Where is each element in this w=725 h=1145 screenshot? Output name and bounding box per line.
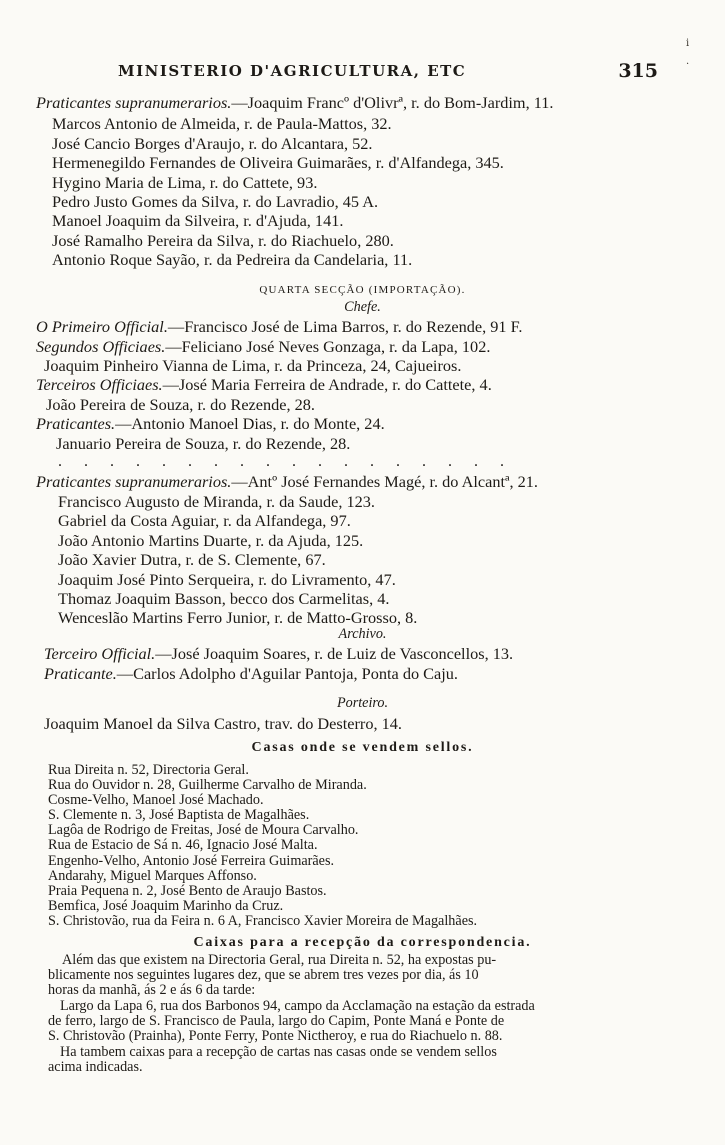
entry-line: João Antonio Martins Duarte, r. da Ajuda, 125.: [58, 531, 364, 550]
role-label: Praticantes.: [36, 414, 116, 433]
list-item: Cosme-Velho, Manoel José Machado.: [48, 792, 264, 808]
entry-line: Hygino Maria de Lima, r. do Cattete, 93.: [52, 173, 318, 192]
paragraph-line: blicamente nos seguintes lugares dez, que se abrem tres vezes por dia, ás 10: [48, 967, 479, 983]
list-item: S. Clemente n. 3, José Baptista de Magalhães.: [48, 807, 310, 823]
entry-line: Joaquim José Pinto Serqueira, r. do Livramento, 47.: [58, 570, 396, 589]
paragraph-line: Largo da Lapa 6, rua dos Barbonos 94, campo da Acclamação na estação da estrada: [60, 998, 535, 1014]
entry-line: Antonio Roque Sayão, r. da Pedreira da Candelaria, 11.: [52, 250, 413, 269]
entry-line: Pedro Justo Gomes da Silva, r. do Lavradio, 45 A.: [52, 192, 379, 211]
entry-line: [36, 375, 492, 394]
list-item: Praia Pequena n. 2, José Bento de Araujo Bastos.: [48, 883, 327, 899]
header-title: MINISTERIO D'AGRICULTURA, ETC: [118, 62, 467, 80]
entry-text: —Carlos Adolpho d'Aguilar Pantoja, Ponta do Caju.: [116, 664, 458, 683]
archivo-title: Archivo.: [338, 626, 387, 642]
margin-mark: .: [686, 56, 690, 67]
list-item: Rua do Ouvidor n. 28, Guilherme Carvalho de Miranda.: [48, 777, 367, 793]
role-label: Segundos Officiaes.: [36, 337, 166, 356]
entry-text: —Joaquim Francº d'Olivrª, r. do Bom-Jardim, 11.: [231, 93, 554, 112]
entry-line: João Xavier Dutra, r. de S. Clemente, 67.: [58, 550, 326, 569]
entry-line: Wenceslão Martins Ferro Junior, r. de Matto-Grosso, 8.: [58, 608, 418, 627]
entry-text: —Feliciano José Neves Gonzaga, r. da Lapa, 102.: [165, 337, 491, 356]
paragraph-line: Ha tambem caixas para a recepção de cartas nas casas onde se vendem sellos: [60, 1044, 497, 1060]
list-item: Lagôa de Rodrigo de Freitas, José de Moura Carvalho.: [48, 822, 359, 838]
list-item: S. Christovão, rua da Feira n. 6 A, Francisco Xavier Moreira de Magalhães.: [48, 913, 478, 929]
role-label: Terceiro Official.: [44, 644, 156, 663]
paragraph-line: acima indicadas.: [48, 1059, 143, 1075]
paragraph-line: Além das que existem na Directoria Geral, rua Direita n. 52, ha expostas pu-: [62, 952, 497, 968]
entry-line: [44, 644, 513, 663]
entry-line: Hermenegildo Fernandes de Oliveira Guimarães, r. d'Alfandega, 345.: [52, 153, 504, 172]
entry-line: Joaquim Manoel da Silva Castro, trav. do Desterro, 14.: [44, 714, 402, 733]
role-label: Praticantes supranumerarios.: [36, 93, 232, 112]
entry-line: Marcos Antonio de Almeida, r. de Paula-Mattos, 32.: [52, 114, 392, 133]
ellipsis-dots: . . . . . . . . . . . . . . . . . .: [58, 453, 513, 470]
entry-line: Gabriel da Costa Aguiar, r. da Alfandega, 97.: [58, 511, 351, 530]
caixas-title: Caixas para a recepção da correspondencia.: [193, 935, 532, 950]
entry-line: Januario Pereira de Souza, r. do Rezende, 28.: [56, 434, 351, 453]
list-item: Rua Direita n. 52, Directoria Geral.: [48, 762, 249, 778]
entry-line: José Ramalho Pereira da Silva, r. do Riachuelo, 280.: [52, 231, 394, 250]
entry-text: —Antonio Manoel Dias, r. do Monte, 24.: [115, 414, 385, 433]
entry-line: José Cancio Borges d'Araujo, r. do Alcantara, 52.: [52, 134, 373, 153]
entry-line: João Pereira de Souza, r. do Rezende, 28.: [46, 395, 316, 414]
entry-text: —José Joaquim Soares, r. de Luiz de Vasconcellos, 13.: [155, 644, 514, 663]
paragraph-line: horas da manhã, ás 2 e ás 6 da tarde:: [48, 982, 256, 998]
list-item: Rua de Estacio de Sá n. 46, Ignacio José Malta.: [48, 837, 318, 853]
entry-text: —José Maria Ferreira de Andrade, r. do Cattete, 4.: [162, 375, 492, 394]
list-item: Engenho-Velho, Antonio José Ferreira Guimarães.: [48, 853, 335, 869]
section-title: QUARTA SECÇÃO (IMPORTAÇÃO).: [259, 284, 466, 296]
entry-line: [36, 93, 553, 112]
paragraph-line: S. Christovão (Prainha), Ponte Ferry, Ponte Nictheroy, e rua do Riachuelo n. 88.: [48, 1028, 503, 1044]
page-number: 315: [618, 60, 658, 82]
entry-line: [36, 337, 490, 356]
role-label: Praticante.: [44, 664, 117, 683]
list-item: Bemfica, José Joaquim Marinho da Cruz.: [48, 898, 284, 914]
entry-line: [36, 414, 385, 433]
running-header: [118, 62, 658, 80]
margin-mark: i: [686, 38, 690, 49]
entry-line: Thomaz Joaquim Basson, becco dos Carmelitas, 4.: [58, 589, 390, 608]
list-item: Andarahy, Miguel Marques Affonso.: [48, 868, 257, 884]
role-label: Praticantes supranumerarios.: [36, 472, 232, 491]
role-label: Terceiros Officiaes.: [36, 375, 163, 394]
entry-text: —Francisco José de Lima Barros, r. do Rezende, 91 F.: [167, 317, 523, 336]
section-subtitle: Chefe.: [344, 299, 381, 315]
role-label: O Primeiro Official.: [36, 317, 168, 336]
entry-line: [44, 664, 458, 683]
entry-line: Francisco Augusto de Miranda, r. da Saude, 123.: [58, 492, 375, 511]
entry-line: [36, 472, 538, 491]
entry-line: Manoel Joaquim da Silveira, r. d'Ajuda, 141.: [52, 211, 344, 230]
porteiro-title: Porteiro.: [336, 695, 389, 711]
entry-text: —Antº José Fernandes Magé, r. do Alcantª, 21.: [231, 472, 538, 491]
paragraph-line: de ferro, largo de S. Francisco de Paula, largo do Capim, Ponte Maná e Ponte de: [48, 1013, 505, 1029]
entry-line: Joaquim Pinheiro Vianna de Lima, r. da Princeza, 24, Cajueiros.: [44, 356, 462, 375]
sellos-title: Casas onde se vendem sellos.: [251, 740, 474, 755]
entry-line: [36, 317, 522, 336]
